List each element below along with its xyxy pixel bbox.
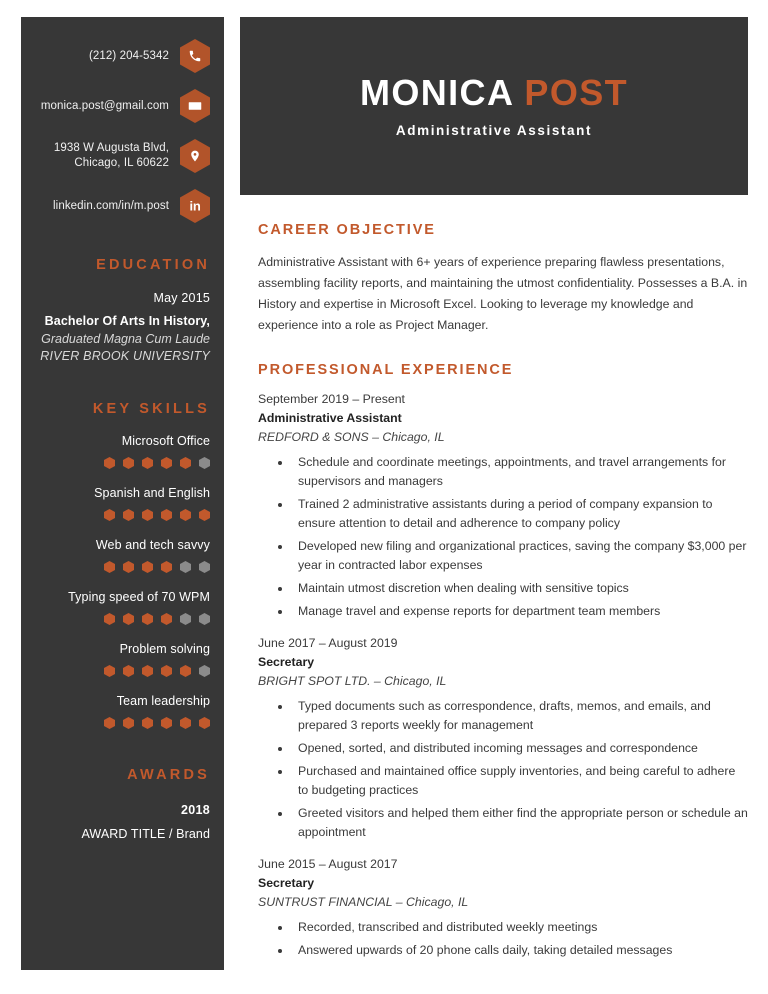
skill-rating <box>31 665 210 677</box>
rating-dot-filled <box>161 613 172 625</box>
job-bullet: • Developed new filing and organizational practices, saving the company $3,000 per year in contracted labor expenses <box>292 537 748 575</box>
skill-rating <box>31 509 210 521</box>
rating-dot-filled <box>104 457 115 469</box>
rating-dot-filled <box>104 613 115 625</box>
skill-item <box>31 694 210 729</box>
job-bullet-list <box>258 453 748 621</box>
rating-dot-empty <box>180 561 191 573</box>
rating-dot-filled <box>180 717 191 729</box>
rating-dot-filled <box>142 665 153 677</box>
job-role: Administrative Assistant <box>258 411 402 425</box>
job-bullet: • Purchased and maintained office supply inventories, and being careful to adhere to budgeting practices <box>292 762 748 800</box>
rating-dot-empty <box>199 561 210 573</box>
rating-dot-filled <box>123 509 134 521</box>
page-title <box>359 71 629 113</box>
award-entry <box>31 803 210 841</box>
rating-dot-empty <box>199 457 210 469</box>
job-entry <box>258 392 748 621</box>
phone-icon <box>180 39 210 73</box>
rating-dot-filled <box>161 665 172 677</box>
job-dates: June 2015 – August 2017 <box>258 857 398 871</box>
email-icon <box>180 89 210 123</box>
award-year: 2018 <box>180 803 210 817</box>
skill-rating <box>31 717 210 729</box>
rating-dot-filled <box>161 509 172 521</box>
main-content <box>258 222 748 975</box>
skill-rating <box>31 457 210 469</box>
rating-dot-filled <box>161 561 172 573</box>
professional-experience-heading: PROFESSIONAL EXPERIENCE <box>258 362 514 378</box>
rating-dot-filled <box>104 717 115 729</box>
header-job-title: Administrative Assistant <box>395 122 593 138</box>
skill-name: Spanish and English <box>94 486 210 500</box>
contact-email-text: monica.post@gmail.com <box>40 99 169 112</box>
rating-dot-filled <box>104 561 115 573</box>
education-section <box>21 257 224 363</box>
job-bullet: • Greeted visitors and helped them either find the appropriate person or schedule an appointment <box>292 804 748 842</box>
education-school: RIVER BROOK UNIVERSITY <box>40 349 210 363</box>
rating-dot-filled <box>161 457 172 469</box>
contact-phone-text: (212) 204-5342 <box>88 49 169 62</box>
rating-dot-filled <box>199 717 210 729</box>
education-entry <box>31 291 210 363</box>
location-pin-icon <box>180 139 210 173</box>
education-heading: EDUCATION <box>96 257 210 273</box>
rating-dot-filled <box>142 613 153 625</box>
skill-item <box>31 434 210 469</box>
contact-linkedin-text: linkedin.com/in/m.post <box>53 199 169 212</box>
rating-dot-filled <box>104 509 115 521</box>
job-bullet: • Schedule and coordinate meetings, appointments, and travel arrangements for supervisors and managers <box>292 453 748 491</box>
contact-item-linkedin <box>21 189 224 223</box>
job-bullet-list <box>258 697 748 842</box>
contact-list <box>21 17 224 223</box>
career-objective-text: Administrative Assistant with 6+ years of experience preparing flawless presentations, assembling facility reports, and maintaining the utmost confidentiality. Possesses a B.A. in History and expertise in Microsoft Excel. Looking to leverage my knowledge and experience into a role as Project Manager. <box>258 255 748 332</box>
contact-item-address <box>21 139 224 173</box>
rating-dot-filled <box>123 457 134 469</box>
address-line-2: Chicago, IL 60622 <box>74 157 169 169</box>
rating-dot-filled <box>142 717 153 729</box>
jobs-list <box>258 392 748 960</box>
rating-dot-empty <box>199 613 210 625</box>
linkedin-glyph: in <box>189 198 201 214</box>
rating-dot-filled <box>161 717 172 729</box>
address-line-1: 1938 W Augusta Blvd, <box>53 142 169 154</box>
rating-dot-filled <box>123 717 134 729</box>
education-date: May 2015 <box>153 291 210 305</box>
rating-dot-filled <box>104 665 115 677</box>
rating-dot-filled <box>180 509 191 521</box>
first-name: MONICA <box>359 71 514 113</box>
skill-name: Web and tech savvy <box>95 538 210 552</box>
job-entry <box>258 857 748 960</box>
rating-dot-filled <box>123 561 134 573</box>
skill-name: Microsoft Office <box>121 434 210 448</box>
skill-item <box>31 538 210 573</box>
job-role: Secretary <box>258 876 315 890</box>
job-bullet-list <box>258 918 748 960</box>
job-dates: June 2017 – August 2019 <box>258 636 398 650</box>
last-name: POST <box>524 71 629 113</box>
sidebar <box>21 17 224 970</box>
job-company: BRIGHT SPOT LTD. – Chicago, IL <box>258 674 447 688</box>
skill-rating <box>31 561 210 573</box>
job-bullet: • Trained 2 administrative assistants during a period of company expansion to ensure attention to detail and adherence to company policy <box>292 495 748 533</box>
awards-section <box>21 767 224 841</box>
rating-dot-filled <box>142 457 153 469</box>
rating-dot-filled <box>123 613 134 625</box>
rating-dot-empty <box>199 665 210 677</box>
skill-name: Problem solving <box>119 642 210 656</box>
career-objective-heading: CAREER OBJECTIVE <box>258 222 436 238</box>
job-bullet: • Answered upwards of 20 phone calls daily, taking detailed messages <box>292 941 748 960</box>
awards-heading: AWARDS <box>127 767 210 783</box>
education-degree: Bachelor Of Arts In History, <box>44 314 210 328</box>
job-bullet: • Manage travel and expense reports for department team members <box>292 602 748 621</box>
contact-item-phone <box>21 39 224 73</box>
skill-item <box>31 590 210 625</box>
rating-dot-filled <box>142 509 153 521</box>
award-title: AWARD TITLE / Brand <box>81 827 210 841</box>
skill-name: Typing speed of 70 WPM <box>68 590 210 604</box>
job-dates: September 2019 – Present <box>258 392 405 406</box>
job-company: SUNTRUST FINANCIAL – Chicago, IL <box>258 895 469 909</box>
job-company: REDFORD & SONS – Chicago, IL <box>258 430 445 444</box>
skill-item <box>31 642 210 677</box>
contact-address-text <box>54 141 169 171</box>
skill-name: Team leadership <box>116 694 210 708</box>
job-bullet: • Maintain utmost discretion when dealing with sensitive topics <box>292 579 748 598</box>
skill-item <box>31 486 210 521</box>
professional-experience-section <box>258 362 748 960</box>
job-bullet: • Opened, sorted, and distributed incoming messages and correspondence <box>292 739 748 758</box>
job-role: Secretary <box>258 655 315 669</box>
rating-dot-filled <box>142 561 153 573</box>
career-objective-section <box>258 222 748 336</box>
job-entry <box>258 636 748 842</box>
rating-dot-filled <box>180 457 191 469</box>
key-skills-section <box>21 401 224 729</box>
rating-dot-filled <box>199 509 210 521</box>
key-skills-heading: KEY SKILLS <box>92 401 210 417</box>
name-banner <box>240 17 748 195</box>
job-bullet: • Typed documents such as correspondence, drafts, memos, and emails, and prepared 3 reports weekly for management <box>292 697 748 735</box>
contact-item-email <box>21 89 224 123</box>
rating-dot-filled <box>180 665 191 677</box>
rating-dot-empty <box>180 613 191 625</box>
job-bullet: • Recorded, transcribed and distributed weekly meetings <box>292 918 748 937</box>
education-honors: Graduated Magna Cum Laude <box>41 332 210 346</box>
skills-list <box>31 434 210 729</box>
rating-dot-filled <box>123 665 134 677</box>
skill-rating <box>31 613 210 625</box>
linkedin-icon <box>180 189 210 223</box>
